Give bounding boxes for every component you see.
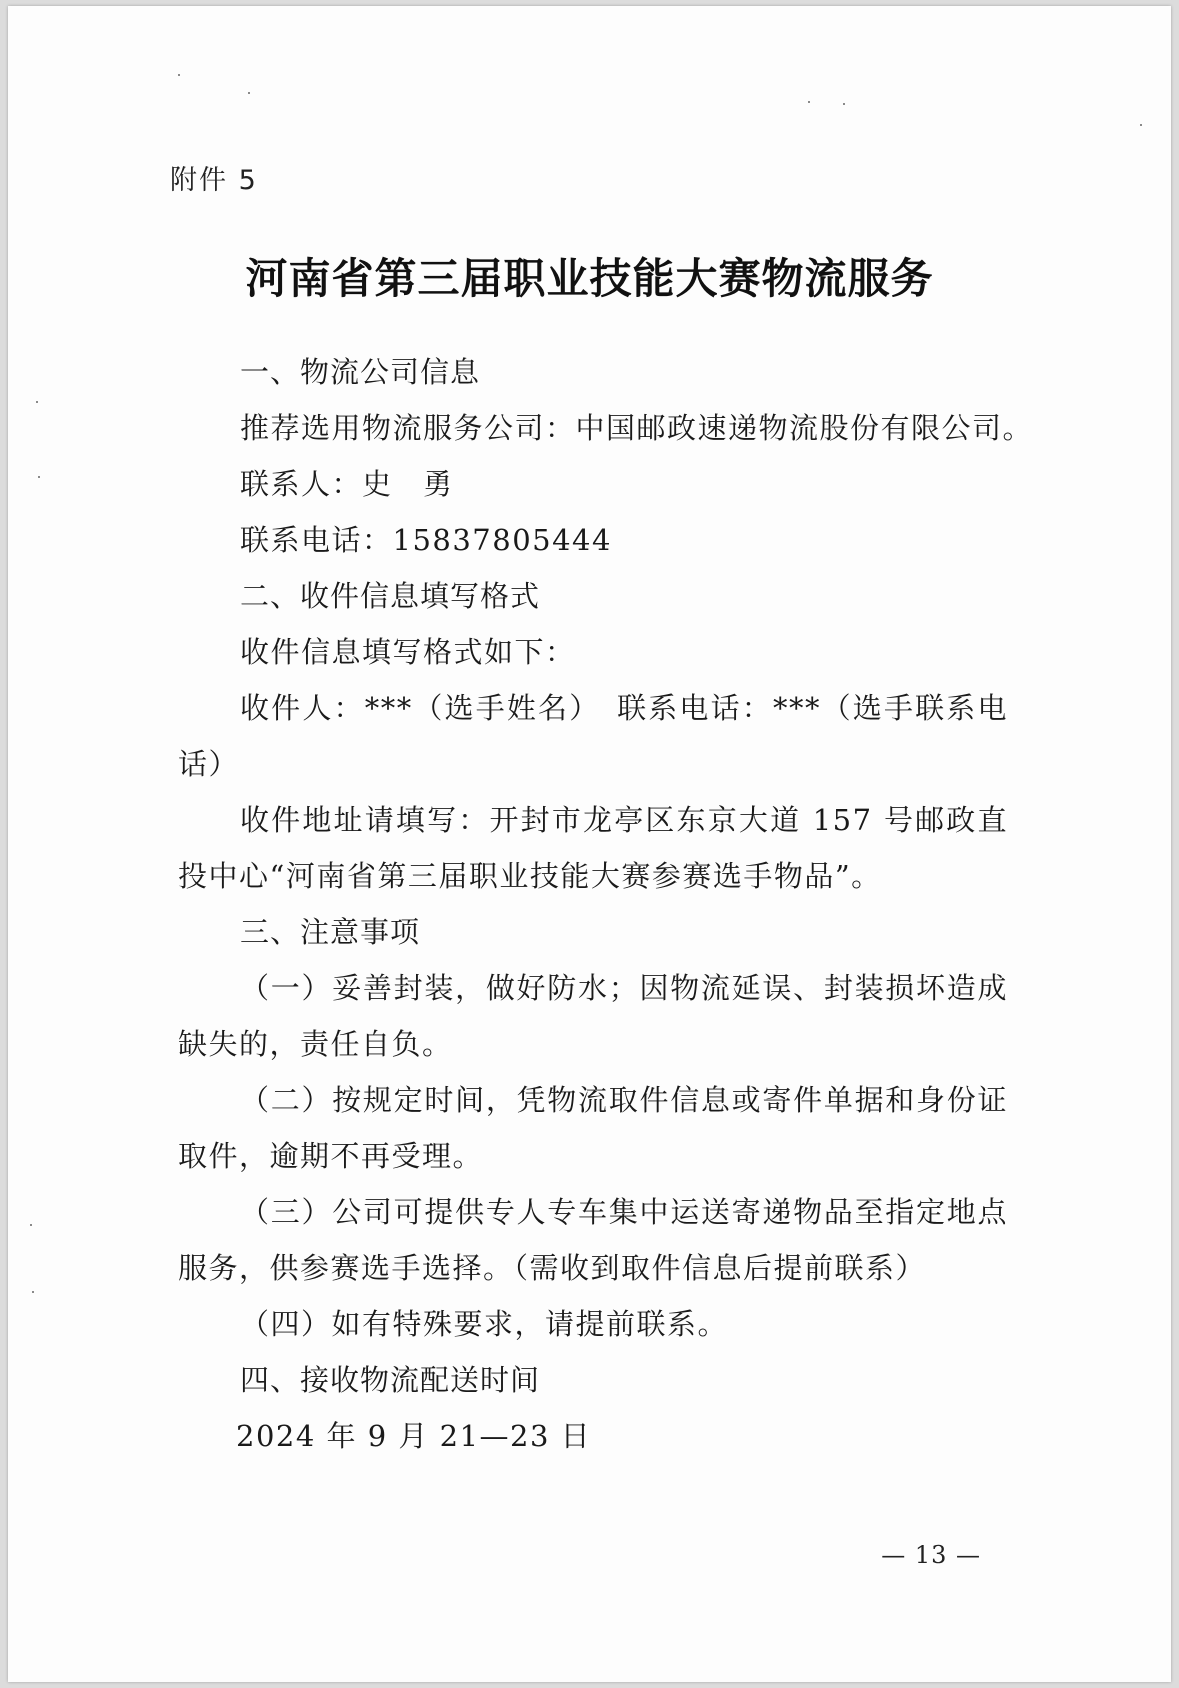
document-page (8, 6, 1171, 1682)
format-intro: 收件信息填写格式如下： (240, 635, 576, 669)
attachment-label: 附件 5 (170, 165, 258, 196)
scan-speck (1140, 124, 1142, 126)
scan-speck (38, 476, 40, 478)
delivery-date: 2024 年 9 月 21—23 日 (236, 1419, 592, 1453)
scan-speck (843, 103, 845, 105)
recipient-format: 收件人：***（选手姓名） 联系电话：***（选手联系电话） (178, 691, 1008, 781)
notice-item: （一）妥善封装，做好防水；因物流延误、封装损坏造成缺失的，责任自负。 (178, 971, 1008, 1061)
document-title: 河南省第三届职业技能大赛物流服务 (245, 254, 934, 303)
notice-item: （三）公司可提供专人专车集中运送寄递物品至指定地点服务，供参赛选手选择。（需收到取件信息后提前联系） (178, 1195, 1008, 1285)
scan-speck (30, 1224, 32, 1226)
section-heading: 二、收件信息填写格式 (240, 579, 541, 613)
notice-item: （二）按规定时间，凭物流取件信息或寄件单据和身份证取件，逾期不再受理。 (178, 1083, 1008, 1173)
contact-line: 联系人：史 勇 (240, 467, 454, 501)
scan-speck (32, 1291, 34, 1293)
notice-item: （四）如有特殊要求，请提前联系。 (240, 1307, 729, 1341)
section-heading: 四、接收物流配送时间 (240, 1363, 541, 1397)
company-line: 推荐选用物流服务公司：中国邮政速递物流股份有限公司。 (240, 411, 1034, 445)
document-body (178, 344, 1034, 1464)
section-heading: 三、注意事项 (240, 915, 421, 949)
section-heading: 一、物流公司信息 (240, 355, 481, 389)
scan-speck (808, 101, 810, 103)
scan-speck (36, 401, 38, 403)
address-format: 收件地址请填写：开封市龙亭区东京大道 157 号邮政直投中心“河南省第三届职业技能大赛参赛选手物品”。 (178, 803, 1008, 893)
scan-speck (178, 74, 180, 76)
phone-line: 联系电话：15837805444 (240, 523, 612, 557)
scan-speck (248, 92, 250, 94)
page-number: — 13 — (881, 1541, 981, 1569)
